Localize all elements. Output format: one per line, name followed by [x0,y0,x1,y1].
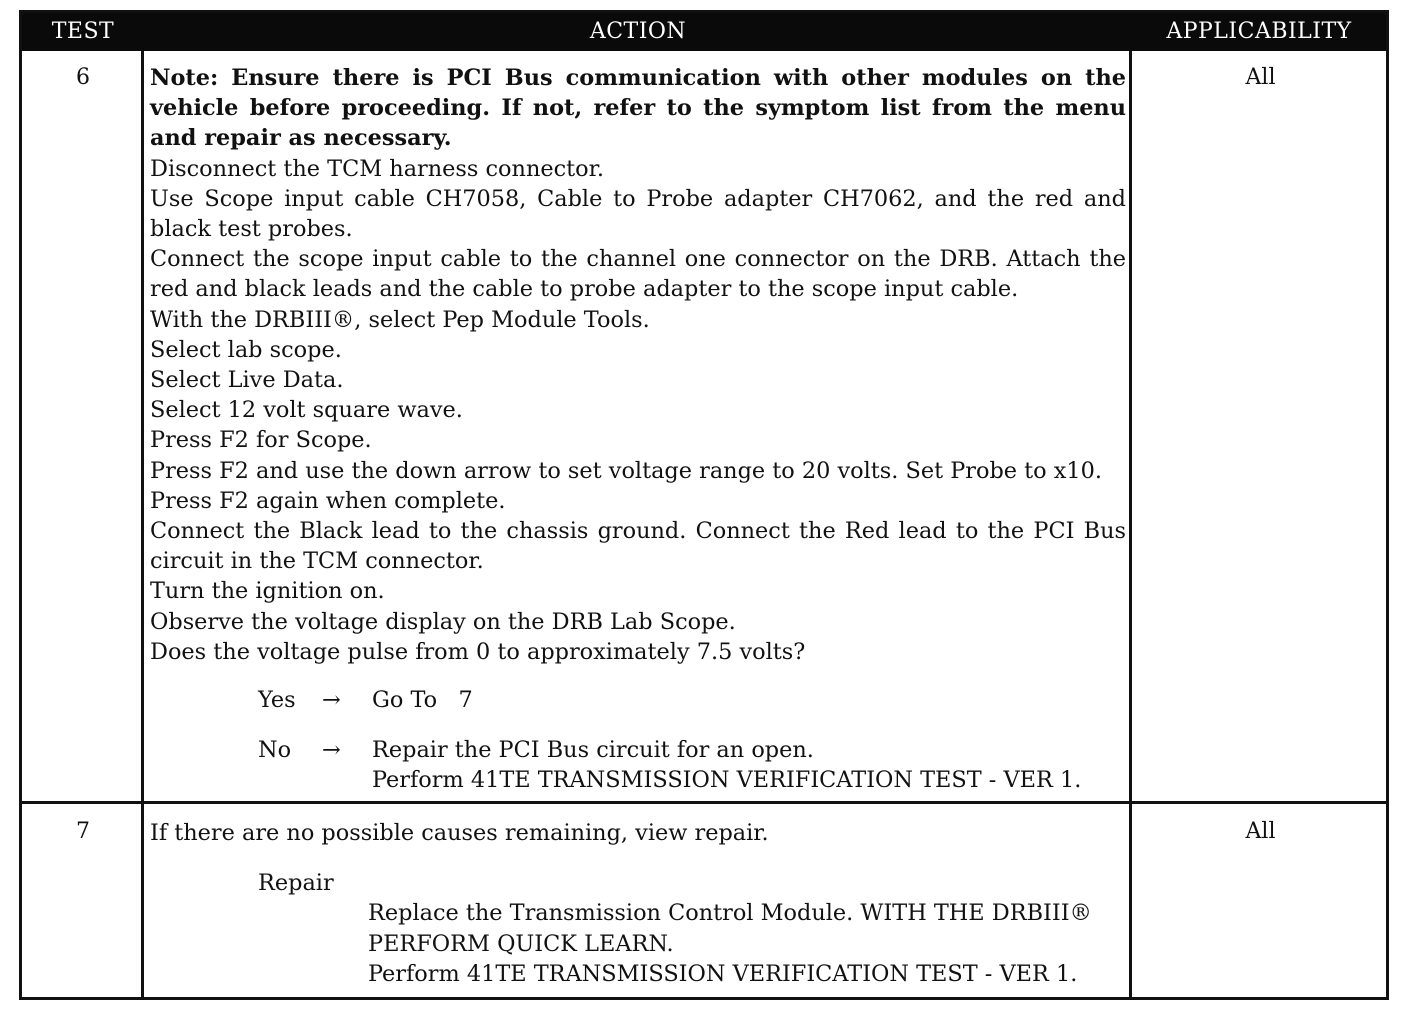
header-action: ACTION [589,19,687,44]
applicability-value: All [1245,65,1276,90]
repair-line: PERFORM QUICK LEARN. [368,930,674,957]
answer-result: Go To 7 [372,687,473,714]
step: Press F2 for Scope. [150,427,372,454]
answer-yes [150,685,1126,715]
step: Turn the ignition on. [150,578,385,605]
repair-line: Perform 41TE TRANSMISSION VERIFICATION TEST - VER 1. [368,960,1078,987]
header-applicability: APPLICABILITY [1166,19,1352,44]
test-number: 7 [76,819,90,844]
arrow-icon: → [322,687,341,714]
arrow-icon: → [322,737,341,764]
step: Connect the Black lead to the chassis ground. Connect the Red lead to the PCI Bus circuit in the TCM connector. [150,518,1126,575]
table-header [22,13,1386,51]
step: Press F2 again when complete. [150,487,506,514]
answer-result-line2: Perform 41TE TRANSMISSION VERIFICATION TEST - VER 1. [372,767,1082,794]
repair-line: Replace the Transmission Control Module. WITH THE DRBIII® [368,900,1092,927]
repair-label: Repair [258,870,334,897]
answer-no [150,735,1126,765]
action-cell [150,818,1126,989]
diagnostic-table [19,10,1389,1000]
answer-label: No [258,737,292,764]
column-divider [1129,51,1132,997]
step: With the DRBIII®, select Pep Module Tools. [150,306,650,333]
action-cell [150,63,1126,795]
step: Connect the scope input cable to the channel one connector on the DRB. Attach the red and black leads and the cable to probe adapter to the scope input cable. [150,246,1126,303]
answer-label: Yes [258,687,296,714]
question: Does the voltage pulse from 0 to approximately 7.5 volts? [150,638,806,665]
header-test: TEST [51,19,115,44]
test-number: 6 [76,65,90,90]
step: If there are no possible causes remaining, view repair. [150,820,769,846]
step: Use Scope input cable CH7058, Cable to Probe adapter CH7062, and the red and black test probes. [150,185,1126,243]
step: Select lab scope. [150,336,342,363]
step: Select Live Data. [150,367,344,394]
step: Select 12 volt square wave. [150,397,463,424]
applicability-value: All [1245,819,1276,844]
step: Disconnect the TCM harness connector. [150,155,604,182]
row-divider [22,801,1386,804]
step: Observe the voltage display on the DRB Lab Scope. [150,608,736,635]
column-divider [141,51,144,997]
step: Press F2 and use the down arrow to set voltage range to 20 volts. Set Probe to x10. [150,457,1103,484]
note-text: Note: Ensure there is PCI Bus communication with other modules on the vehicle before proceeding. If not, refer to the symptom list from the menu and repair as necessary. [150,65,1126,152]
answer-result: Repair the PCI Bus circuit for an open. [372,737,814,764]
